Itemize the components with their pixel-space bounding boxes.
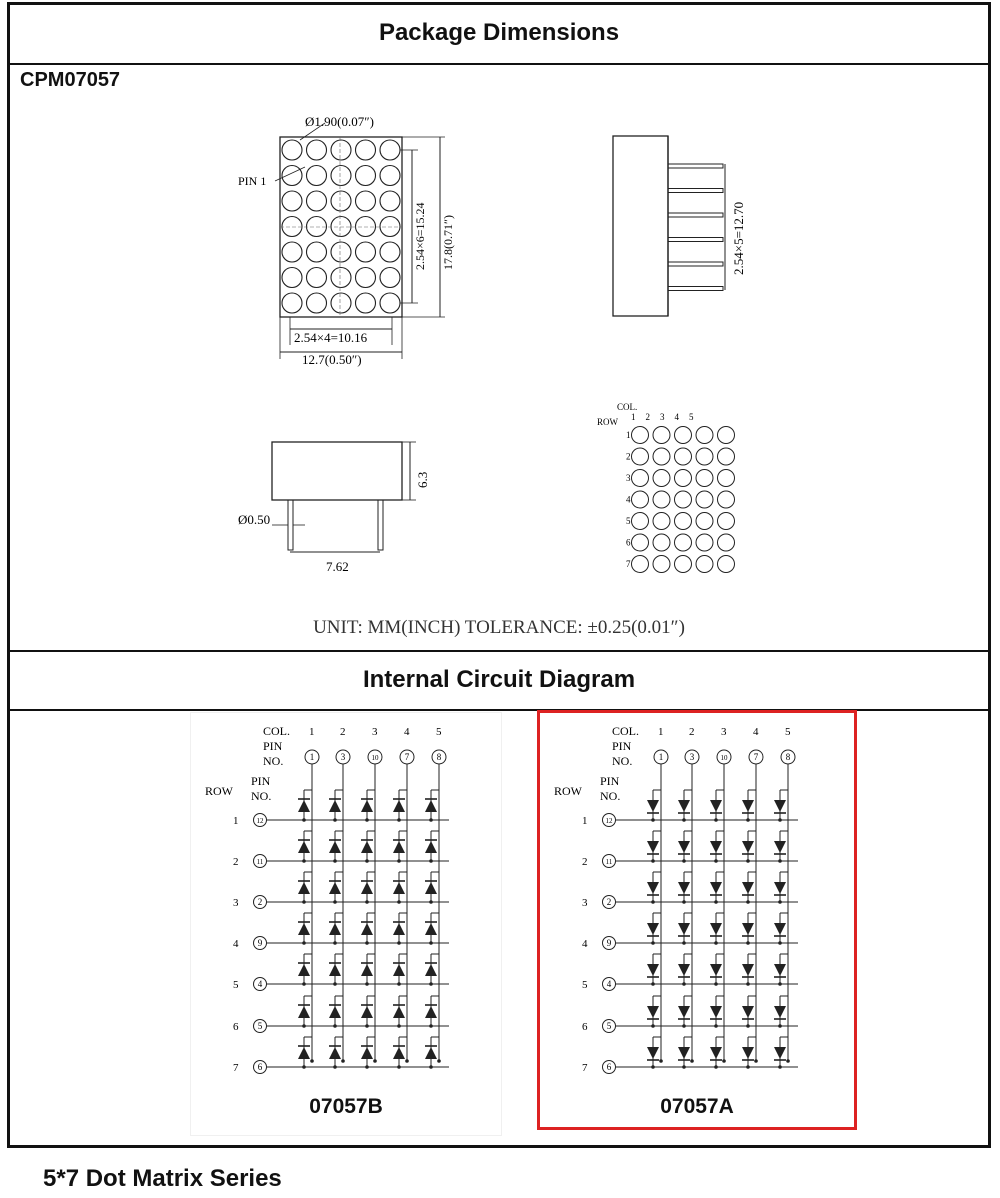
- led-dot: [696, 448, 713, 465]
- led-diode: [361, 800, 373, 812]
- row-number: 4: [582, 938, 588, 950]
- pin: [668, 213, 723, 217]
- column-pin-number: 3: [340, 752, 346, 762]
- legend-row-number: 5: [626, 516, 631, 526]
- row-pin-number: 4: [257, 979, 263, 989]
- led-dot: [718, 427, 735, 444]
- column-pin-number: 7: [753, 752, 759, 762]
- led-diode: [393, 964, 405, 976]
- led-dot: [380, 268, 400, 288]
- led-diode: [774, 800, 786, 812]
- led-dot: [675, 513, 692, 530]
- led-dot: [380, 293, 400, 313]
- pin: [668, 238, 723, 242]
- led-dot: [282, 293, 302, 313]
- side-body: [613, 136, 668, 316]
- led-diode: [678, 1006, 690, 1018]
- legend-row-label: ROW: [597, 417, 618, 427]
- led-diode: [425, 1047, 437, 1059]
- led-diode: [393, 800, 405, 812]
- led-diode: [425, 882, 437, 894]
- led-dot: [696, 556, 713, 573]
- row-pin-number: 2: [606, 897, 612, 907]
- row-pin-number: 4: [606, 979, 612, 989]
- led-dot: [307, 140, 327, 160]
- led-diode: [329, 923, 341, 935]
- column-number: 5: [436, 726, 442, 738]
- led-dot: [696, 427, 713, 444]
- led-diode: [710, 964, 722, 976]
- led-dot: [653, 491, 670, 508]
- led-diode: [742, 841, 754, 853]
- circuit-panel-b: [190, 712, 502, 1136]
- led-diode: [647, 964, 659, 976]
- circuit-diagram-b: [191, 713, 501, 1083]
- row-number: 3: [582, 897, 588, 909]
- column-pin-number: 8: [785, 752, 791, 762]
- row-number: 3: [233, 897, 239, 909]
- col-label: COL.: [612, 724, 639, 738]
- row-pin-number: 5: [606, 1021, 612, 1031]
- side-pitch-label: 2.54×5=12.70: [731, 201, 746, 275]
- led-diode: [678, 841, 690, 853]
- led-diode: [678, 1047, 690, 1059]
- column-pin-number: 3: [689, 752, 695, 762]
- led-diode: [774, 923, 786, 935]
- led-dot: [675, 470, 692, 487]
- led-diode: [393, 1047, 405, 1059]
- led-diode: [647, 841, 659, 853]
- led-dot: [282, 217, 302, 237]
- depth-label: 6.3: [415, 471, 430, 488]
- row-pin-number: 12: [256, 817, 264, 825]
- row-spacing-label: 7.62: [326, 559, 349, 574]
- led-dot: [356, 166, 376, 186]
- pin: [668, 164, 723, 168]
- led-dot: [331, 242, 351, 262]
- circuit-diagram-a: [540, 713, 854, 1083]
- led-dot: [331, 268, 351, 288]
- led-dot: [632, 470, 649, 487]
- led-dot: [356, 217, 376, 237]
- led-dot: [696, 534, 713, 551]
- led-dot: [331, 191, 351, 211]
- led-dot: [356, 293, 376, 313]
- vertical-pitch-label: 2.54×6=15.24: [413, 202, 427, 270]
- no-label: NO.: [612, 754, 633, 768]
- led-diode: [742, 1047, 754, 1059]
- led-diode: [298, 923, 310, 935]
- led-diode: [329, 882, 341, 894]
- pin: [668, 262, 723, 266]
- legend-row-number: 6: [626, 537, 631, 548]
- led-diode: [298, 1006, 310, 1018]
- led-diode: [710, 1047, 722, 1059]
- led-diode: [774, 1006, 786, 1018]
- legend-col-number: 3: [660, 412, 665, 422]
- led-dot: [307, 242, 327, 262]
- led-diode: [361, 1047, 373, 1059]
- led-dot: [282, 268, 302, 288]
- row-pin-number: 11: [256, 858, 264, 866]
- led-diode: [425, 964, 437, 976]
- legend-col-number: 4: [674, 412, 679, 422]
- column-pin-number: 1: [658, 752, 664, 762]
- led-dot: [675, 534, 692, 551]
- legend-dot-grid: [626, 412, 735, 573]
- led-dot: [331, 217, 351, 237]
- led-diode: [774, 1047, 786, 1059]
- led-diode: [742, 964, 754, 976]
- led-dot: [632, 491, 649, 508]
- led-diode: [329, 841, 341, 853]
- led-dot: [718, 513, 735, 530]
- height-label: 17.8(0.71″): [441, 215, 455, 270]
- led-dot: [718, 470, 735, 487]
- column-number: 3: [721, 726, 727, 738]
- led-dot: [675, 427, 692, 444]
- no-label: NO.: [263, 754, 284, 768]
- led-dot: [653, 448, 670, 465]
- row-number: 4: [233, 938, 239, 950]
- led-diode: [742, 923, 754, 935]
- led-dot: [696, 470, 713, 487]
- led-dot: [307, 268, 327, 288]
- led-diode: [329, 1047, 341, 1059]
- led-dot: [380, 217, 400, 237]
- led-dot: [718, 448, 735, 465]
- row-number: 2: [582, 856, 588, 868]
- led-dot: [718, 534, 735, 551]
- column-pin-number: 8: [436, 752, 442, 762]
- led-diode: [361, 882, 373, 894]
- no-label: NO.: [600, 789, 621, 803]
- led-dot: [380, 242, 400, 262]
- led-diode: [298, 882, 310, 894]
- pin: [668, 189, 723, 193]
- led-dot: [696, 491, 713, 508]
- led-diode: [425, 841, 437, 853]
- matrix-legend-drawing: [593, 398, 743, 573]
- pin-label: PIN: [612, 739, 632, 753]
- led-dot: [282, 242, 302, 262]
- led-diode: [298, 1047, 310, 1059]
- legend-row-number: 4: [626, 494, 631, 505]
- front-dot-grid: [282, 140, 400, 313]
- column-number: 1: [658, 726, 664, 738]
- row-pin-number: 9: [606, 938, 612, 948]
- led-diode: [678, 923, 690, 935]
- circuit-diagram-title: Internal Circuit Diagram: [362, 666, 636, 693]
- led-dot: [653, 513, 670, 530]
- led-dot: [331, 293, 351, 313]
- led-dot: [675, 491, 692, 508]
- led-diode: [329, 1006, 341, 1018]
- pin-label: PIN: [263, 739, 283, 753]
- led-diode: [425, 800, 437, 812]
- led-diode: [361, 841, 373, 853]
- led-dot: [356, 191, 376, 211]
- led-diode: [710, 800, 722, 812]
- led-diode: [647, 1047, 659, 1059]
- legend-col-number: 1: [631, 412, 636, 422]
- legend-col-number: 5: [689, 412, 694, 422]
- divider: [10, 650, 988, 652]
- led-dot: [632, 556, 649, 573]
- row-number: 1: [582, 815, 588, 827]
- package-dimensions-title: Package Dimensions: [378, 19, 620, 46]
- row-number: 6: [582, 1021, 588, 1033]
- column-pin-number: 7: [404, 752, 410, 762]
- led-diode: [710, 841, 722, 853]
- led-diode: [393, 882, 405, 894]
- led-dot: [380, 166, 400, 186]
- led-diode: [647, 882, 659, 894]
- no-label: NO.: [251, 789, 272, 803]
- legend-col-label: COL.: [617, 402, 638, 412]
- led-diode: [361, 964, 373, 976]
- row-number: 7: [233, 1062, 239, 1074]
- pin-diameter-label: Ø0.50: [238, 512, 271, 527]
- led-dot: [356, 140, 376, 160]
- led-dot: [675, 556, 692, 573]
- side-view-drawing: [605, 130, 765, 330]
- width-label: 12.7(0.50″): [302, 352, 362, 367]
- row-pin-number: 11: [605, 858, 613, 866]
- series-title: 5*7 Dot Matrix Series: [43, 1165, 282, 1192]
- legend-row-number: 2: [626, 451, 631, 462]
- col-label: COL.: [263, 724, 290, 738]
- column-number: 3: [372, 726, 378, 738]
- led-dot: [307, 217, 327, 237]
- model-number: CPM07057: [20, 69, 121, 91]
- led-dot: [307, 166, 327, 186]
- led-dot: [696, 513, 713, 530]
- led-diode: [425, 923, 437, 935]
- led-diode: [678, 964, 690, 976]
- row-label: ROW: [554, 784, 582, 798]
- led-dot: [718, 491, 735, 508]
- led-dot: [632, 427, 649, 444]
- column-number: 5: [785, 726, 791, 738]
- led-dot: [282, 140, 302, 160]
- led-diode: [393, 1006, 405, 1018]
- led-diode: [678, 800, 690, 812]
- led-diode: [774, 841, 786, 853]
- circuit-panel-a-highlighted: [537, 710, 857, 1130]
- column-pin-number: 10: [720, 754, 728, 762]
- pin-label: PIN: [251, 774, 271, 788]
- row-pin-number: 12: [605, 817, 613, 825]
- column-number: 4: [404, 726, 410, 738]
- led-diode: [710, 882, 722, 894]
- legend-row-number: 7: [626, 559, 631, 569]
- legend-row-number: 1: [626, 430, 631, 440]
- row-pin-number: 6: [257, 1062, 263, 1072]
- led-diode: [710, 1006, 722, 1018]
- led-dot: [331, 166, 351, 186]
- dot-diameter-label: Ø1.90(0.07″): [305, 114, 374, 129]
- led-dot: [653, 470, 670, 487]
- led-dot: [632, 534, 649, 551]
- led-dot: [653, 427, 670, 444]
- led-diode: [710, 923, 722, 935]
- column-pin-number: 1: [309, 752, 315, 762]
- row-pin-number: 9: [257, 938, 263, 948]
- led-diode: [678, 882, 690, 894]
- led-diode: [329, 800, 341, 812]
- row-pin-number: 2: [257, 897, 263, 907]
- column-number: 2: [689, 726, 695, 738]
- row-label: ROW: [205, 784, 233, 798]
- row-pin-number: 6: [606, 1062, 612, 1072]
- led-dot: [653, 556, 670, 573]
- row-number: 6: [233, 1021, 239, 1033]
- led-dot: [632, 448, 649, 465]
- led-diode: [647, 1006, 659, 1018]
- led-dot: [653, 534, 670, 551]
- divider: [10, 63, 988, 65]
- led-diode: [742, 882, 754, 894]
- column-number: 1: [309, 726, 315, 738]
- led-diode: [425, 1006, 437, 1018]
- row-pin-number: 5: [257, 1021, 263, 1031]
- row-number: 2: [233, 856, 239, 868]
- led-dot: [675, 448, 692, 465]
- led-diode: [361, 923, 373, 935]
- column-pin-number: 10: [371, 754, 379, 762]
- led-dot: [380, 191, 400, 211]
- led-dot: [718, 556, 735, 573]
- led-dot: [282, 166, 302, 186]
- led-dot: [282, 191, 302, 211]
- bottom-view-drawing: [230, 430, 460, 585]
- pin: [668, 287, 723, 291]
- led-diode: [393, 841, 405, 853]
- led-dot: [307, 191, 327, 211]
- led-diode: [298, 800, 310, 812]
- led-diode: [774, 882, 786, 894]
- front-view-drawing: [220, 105, 470, 375]
- led-dot: [307, 293, 327, 313]
- led-dot: [632, 513, 649, 530]
- legend-row-number: 3: [626, 473, 631, 483]
- led-diode: [329, 964, 341, 976]
- led-dot: [331, 140, 351, 160]
- horizontal-pitch-label: 2.54×4=10.16: [294, 330, 368, 345]
- row-number: 7: [582, 1062, 588, 1074]
- row-number: 5: [582, 979, 588, 991]
- led-dot: [356, 268, 376, 288]
- pin1-label: PIN 1: [238, 174, 267, 188]
- row-number: 5: [233, 979, 239, 991]
- led-diode: [393, 923, 405, 935]
- led-dot: [380, 140, 400, 160]
- led-diode: [647, 923, 659, 935]
- led-diode: [742, 1006, 754, 1018]
- column-number: 2: [340, 726, 346, 738]
- led-diode: [298, 841, 310, 853]
- led-diode: [742, 800, 754, 812]
- row-number: 1: [233, 815, 239, 827]
- led-diode: [647, 800, 659, 812]
- column-number: 4: [753, 726, 759, 738]
- bottom-body: [272, 442, 402, 500]
- variant-a-label: 07057A: [660, 1095, 734, 1118]
- led-diode: [361, 1006, 373, 1018]
- unit-tolerance-note: UNIT: MM(INCH) TOLERANCE: ±0.25(0.01″): [313, 617, 685, 638]
- led-diode: [298, 964, 310, 976]
- legend-col-number: 2: [645, 412, 650, 422]
- led-dot: [356, 242, 376, 262]
- pin-label: PIN: [600, 774, 620, 788]
- side-pins: [668, 164, 725, 291]
- led-diode: [774, 964, 786, 976]
- variant-b-label: 07057B: [309, 1095, 383, 1118]
